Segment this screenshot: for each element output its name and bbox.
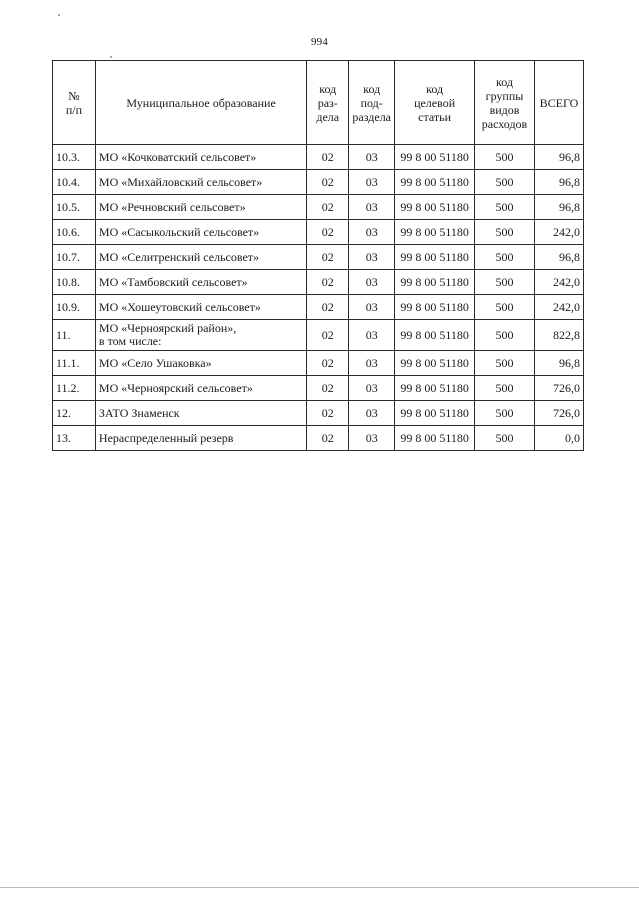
expense-group-code: 500 <box>475 295 535 320</box>
header-municipality: Муниципальное образование <box>95 61 306 145</box>
total-amount: 96,8 <box>534 145 583 170</box>
target-article-code: 99 8 00 51180 <box>395 170 475 195</box>
scan-speck <box>58 14 60 16</box>
target-article-code: 99 8 00 51180 <box>395 295 475 320</box>
podrazdel-code: 03 <box>349 426 395 451</box>
municipality-name-line: в том числе: <box>98 334 162 348</box>
total-amount: 96,8 <box>534 195 583 220</box>
podrazdel-code: 03 <box>349 170 395 195</box>
municipality-name: МО «Кочковатский сельсовет» <box>95 145 306 170</box>
target-article-code: 99 8 00 51180 <box>395 320 475 351</box>
page-number: 994 <box>310 36 329 48</box>
header-expense-group-code: код группы видов расходов <box>475 61 535 145</box>
municipality-name-line: МО «Черноярский район», <box>98 321 237 335</box>
table-row <box>53 401 584 426</box>
expense-group-code: 500 <box>475 320 535 351</box>
target-article-code: 99 8 00 51180 <box>395 270 475 295</box>
table-row <box>53 320 584 351</box>
row-number: 10.3. <box>53 145 96 170</box>
podrazdel-code: 03 <box>349 220 395 245</box>
razdel-code: 02 <box>307 376 349 401</box>
total-amount: 0,0 <box>534 426 583 451</box>
row-number: 10.9. <box>53 295 96 320</box>
target-article-code: 99 8 00 51180 <box>395 351 475 376</box>
razdel-code: 02 <box>307 401 349 426</box>
expense-group-code: 500 <box>475 195 535 220</box>
table-row <box>53 351 584 376</box>
total-amount: 242,0 <box>534 270 583 295</box>
municipality-name: МО «Селитренский сельсовет» <box>95 245 306 270</box>
expense-group-code: 500 <box>475 270 535 295</box>
target-article-code: 99 8 00 51180 <box>395 426 475 451</box>
header-razdel-code: код раз- дела <box>307 61 349 145</box>
total-amount: 242,0 <box>534 295 583 320</box>
total-amount: 242,0 <box>534 220 583 245</box>
municipality-name: МО «Сасыкольский сельсовет» <box>95 220 306 245</box>
expense-group-code: 500 <box>475 351 535 376</box>
table-row <box>53 245 584 270</box>
municipality-name: МО «Село Ушаковка» <box>95 351 306 376</box>
total-amount: 726,0 <box>534 401 583 426</box>
podrazdel-code: 03 <box>349 320 395 351</box>
target-article-code: 99 8 00 51180 <box>395 145 475 170</box>
table-row <box>53 220 584 245</box>
table-row <box>53 426 584 451</box>
row-number: 10.4. <box>53 170 96 195</box>
expense-group-code: 500 <box>475 426 535 451</box>
podrazdel-code: 03 <box>349 351 395 376</box>
budget-table <box>52 60 584 451</box>
podrazdel-code: 03 <box>349 401 395 426</box>
table-row <box>53 145 584 170</box>
municipality-name <box>95 320 306 351</box>
expense-group-code: 500 <box>475 220 535 245</box>
municipality-name: МО «Тамбовский сельсовет» <box>95 270 306 295</box>
total-amount: 96,8 <box>534 351 583 376</box>
table-row <box>53 295 584 320</box>
municipality-name: МО «Михайловский сельсовет» <box>95 170 306 195</box>
row-number: 10.7. <box>53 245 96 270</box>
table-row <box>53 170 584 195</box>
razdel-code: 02 <box>307 295 349 320</box>
razdel-code: 02 <box>307 170 349 195</box>
row-number: 11.1. <box>53 351 96 376</box>
target-article-code: 99 8 00 51180 <box>395 195 475 220</box>
podrazdel-code: 03 <box>349 295 395 320</box>
municipality-name: МО «Черноярский сельсовет» <box>95 376 306 401</box>
row-number: 11.2. <box>53 376 96 401</box>
razdel-code: 02 <box>307 270 349 295</box>
row-number: 10.6. <box>53 220 96 245</box>
total-amount: 96,8 <box>534 170 583 195</box>
razdel-code: 02 <box>307 145 349 170</box>
podrazdel-code: 03 <box>349 376 395 401</box>
razdel-code: 02 <box>307 351 349 376</box>
municipality-name: МО «Хошеутовский сельсовет» <box>95 295 306 320</box>
header-podrazdel-code: код под- раздела <box>349 61 395 145</box>
expense-group-code: 500 <box>475 376 535 401</box>
razdel-code: 02 <box>307 426 349 451</box>
header-target-article-code: код целевой статьи <box>395 61 475 145</box>
row-number: 10.8. <box>53 270 96 295</box>
table-body <box>53 145 584 451</box>
header-total: ВСЕГО <box>534 61 583 145</box>
total-amount: 822,8 <box>534 320 583 351</box>
expense-group-code: 500 <box>475 401 535 426</box>
target-article-code: 99 8 00 51180 <box>395 220 475 245</box>
table-row <box>53 376 584 401</box>
target-article-code: 99 8 00 51180 <box>395 401 475 426</box>
expense-group-code: 500 <box>475 170 535 195</box>
total-amount: 726,0 <box>534 376 583 401</box>
municipality-name: Нераспределенный резерв <box>95 426 306 451</box>
municipality-name: МО «Речновский сельсовет» <box>95 195 306 220</box>
scan-speck <box>110 56 112 58</box>
target-article-code: 99 8 00 51180 <box>395 376 475 401</box>
razdel-code: 02 <box>307 320 349 351</box>
target-article-code: 99 8 00 51180 <box>395 245 475 270</box>
row-number: 11. <box>53 320 96 351</box>
header-num: № п/п <box>53 61 96 145</box>
table-row <box>53 270 584 295</box>
total-amount: 96,8 <box>534 245 583 270</box>
razdel-code: 02 <box>307 245 349 270</box>
podrazdel-code: 03 <box>349 195 395 220</box>
podrazdel-code: 03 <box>349 245 395 270</box>
scan-bottom-edge <box>0 887 639 888</box>
row-number: 13. <box>53 426 96 451</box>
expense-group-code: 500 <box>475 245 535 270</box>
municipality-name: ЗАТО Знаменск <box>95 401 306 426</box>
razdel-code: 02 <box>307 195 349 220</box>
podrazdel-code: 03 <box>349 270 395 295</box>
table-row <box>53 195 584 220</box>
row-number: 10.5. <box>53 195 96 220</box>
podrazdel-code: 03 <box>349 145 395 170</box>
row-number: 12. <box>53 401 96 426</box>
table-header-row <box>53 61 584 145</box>
razdel-code: 02 <box>307 220 349 245</box>
expense-group-code: 500 <box>475 145 535 170</box>
